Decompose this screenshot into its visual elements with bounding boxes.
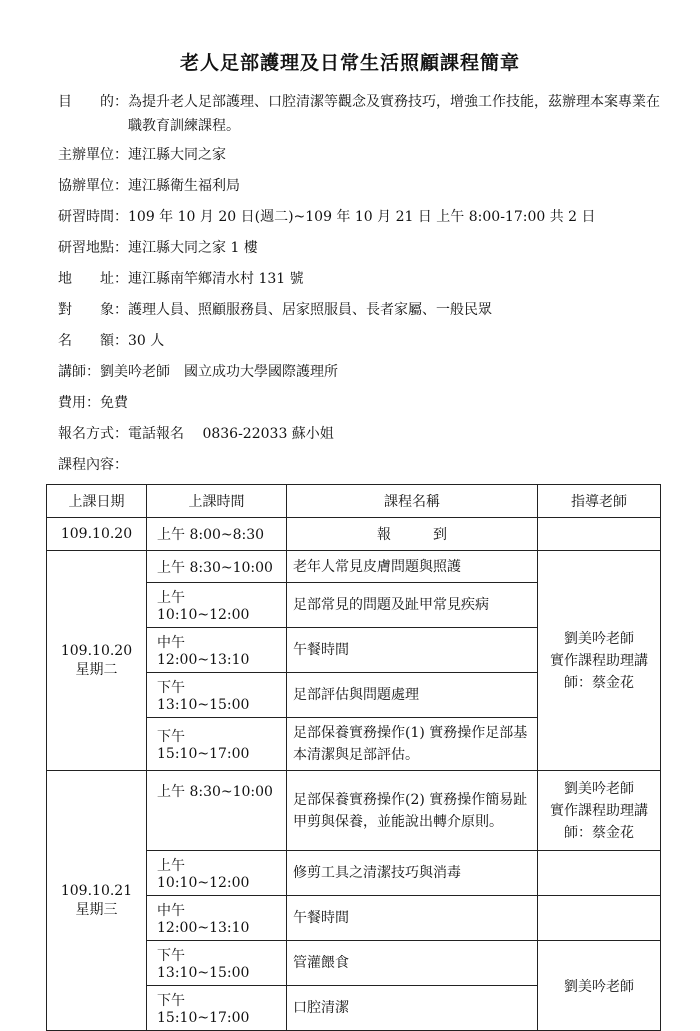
table-row — [47, 771, 661, 851]
course-cell: 足部評估與問題處理 — [287, 673, 538, 718]
table-row — [47, 518, 661, 551]
fee-row — [58, 391, 668, 415]
fee-label: 費用： — [58, 395, 100, 411]
organizer-label: 主辦單位： — [58, 147, 128, 163]
teacher-cell — [538, 896, 661, 941]
venue-label: 研習地點： — [58, 240, 128, 256]
time-value: 109 年 10 月 20 日(週二)~109 年 10 月 21 日 上午 8:00-17:00 共 2 日 — [128, 209, 596, 225]
venue-row — [58, 236, 668, 260]
teacher-cell: 劉美吟老師 實作課程助理講師：蔡金花 — [538, 771, 661, 851]
time-cell: 上午 8:00~8:30 — [147, 518, 287, 551]
table-header-row — [47, 485, 661, 518]
course-cell: 管灌餵食 — [287, 941, 538, 986]
teacher-cell: 劉美吟老師 — [538, 941, 661, 1031]
course-cell: 修剪工具之清潔技巧與消毒 — [287, 851, 538, 896]
header-time: 上課時間 — [147, 485, 287, 518]
target-row — [58, 298, 668, 322]
co-organizer-row — [58, 174, 668, 198]
lecturer-row — [58, 360, 668, 384]
header-teacher: 指導老師 — [538, 485, 661, 518]
quota-row — [58, 329, 668, 353]
weekday-text: 星期三 — [75, 901, 118, 918]
course-cell: 報 到 — [287, 518, 538, 551]
time-label: 研習時間： — [58, 209, 128, 225]
course-cell: 口腔清潔 — [287, 986, 538, 1031]
date-cell — [47, 771, 147, 1031]
purpose-label: 目 的： — [58, 94, 128, 110]
time-cell: 上午 10:10~12:00 — [147, 583, 287, 628]
lecturer-value: 劉美吟老師 國立成功大學國際護理所 — [100, 364, 338, 380]
co-organizer-label: 協辦單位： — [58, 178, 128, 194]
quota-value: 30 人 — [128, 333, 165, 349]
organizer-row — [58, 143, 668, 167]
time-cell: 上午 8:30~10:00 — [147, 771, 287, 851]
time-cell: 中午 12:00~13:10 — [147, 896, 287, 941]
registration-label: 報名方式： — [58, 426, 128, 442]
registration-row — [58, 422, 668, 446]
lecturer-label: 講師： — [58, 364, 100, 380]
quota-label: 名 額： — [58, 333, 128, 349]
venue-value: 連江縣大同之家 1 樓 — [128, 240, 258, 256]
date-cell — [47, 551, 147, 771]
purpose-row — [58, 90, 668, 138]
course-cell: 足部保養實務操作(2) 實務操作簡易趾甲剪與保養，並能說出轉介原則。 — [287, 771, 538, 851]
time-cell: 下午 13:10~15:00 — [147, 941, 287, 986]
purpose-text: 為提升老人足部護理、口腔清潔等觀念及實務技巧，增強工作技能，茲辦理本案專業在職教育訓練課程。 — [128, 94, 660, 134]
fee-value: 免費 — [100, 395, 128, 411]
teacher-cell — [538, 851, 661, 896]
header-course: 課程名稱 — [287, 485, 538, 518]
address-row — [58, 267, 668, 291]
course-cell: 午餐時間 — [287, 896, 538, 941]
weekday-text: 星期二 — [75, 661, 118, 678]
teacher-cell — [538, 518, 661, 551]
target-value: 護理人員、照顧服務員、居家照服員、長者家屬、一般民眾 — [128, 302, 492, 318]
time-cell: 上午 8:30~10:00 — [147, 551, 287, 583]
time-row — [58, 205, 668, 229]
address-value: 連江縣南竿鄉清水村 131 號 — [128, 271, 304, 287]
course-cell: 足部常見的問題及趾甲常見疾病 — [287, 583, 538, 628]
date-text: 109.10.20 — [60, 642, 133, 659]
target-label: 對 象： — [58, 302, 128, 318]
time-cell: 中午 12:00~13:10 — [147, 628, 287, 673]
course-cell: 老年人常見皮膚問題與照護 — [287, 551, 538, 583]
header-date: 上課日期 — [47, 485, 147, 518]
content-label: 課程內容： — [58, 457, 128, 473]
time-cell: 下午 15:10~17:00 — [147, 718, 287, 771]
registration-value: 電話報名 0836-22033 蘇小姐 — [128, 426, 334, 442]
teacher-cell: 劉美吟老師 實作課程助理講師：蔡金花 — [538, 551, 661, 771]
time-cell: 上午 10:10~12:00 — [147, 851, 287, 896]
table-row — [47, 551, 661, 583]
course-cell: 足部保養實務操作(1) 實務操作足部基本清潔與足部評估。 — [287, 718, 538, 771]
date-cell: 109.10.20 — [47, 518, 147, 551]
content-row — [58, 453, 668, 477]
organizer-value: 連江縣大同之家 — [128, 147, 226, 163]
time-cell: 下午 15:10~17:00 — [147, 986, 287, 1031]
course-schedule-table — [46, 484, 661, 1031]
co-organizer-value: 連江縣衛生福利局 — [128, 178, 240, 194]
time-cell: 下午 13:10~15:00 — [147, 673, 287, 718]
address-label: 地 址： — [58, 271, 128, 287]
date-text: 109.10.21 — [60, 882, 133, 899]
course-cell: 午餐時間 — [287, 628, 538, 673]
document-title: 老人足部護理及日常生活照顧課程簡章 — [179, 52, 520, 74]
